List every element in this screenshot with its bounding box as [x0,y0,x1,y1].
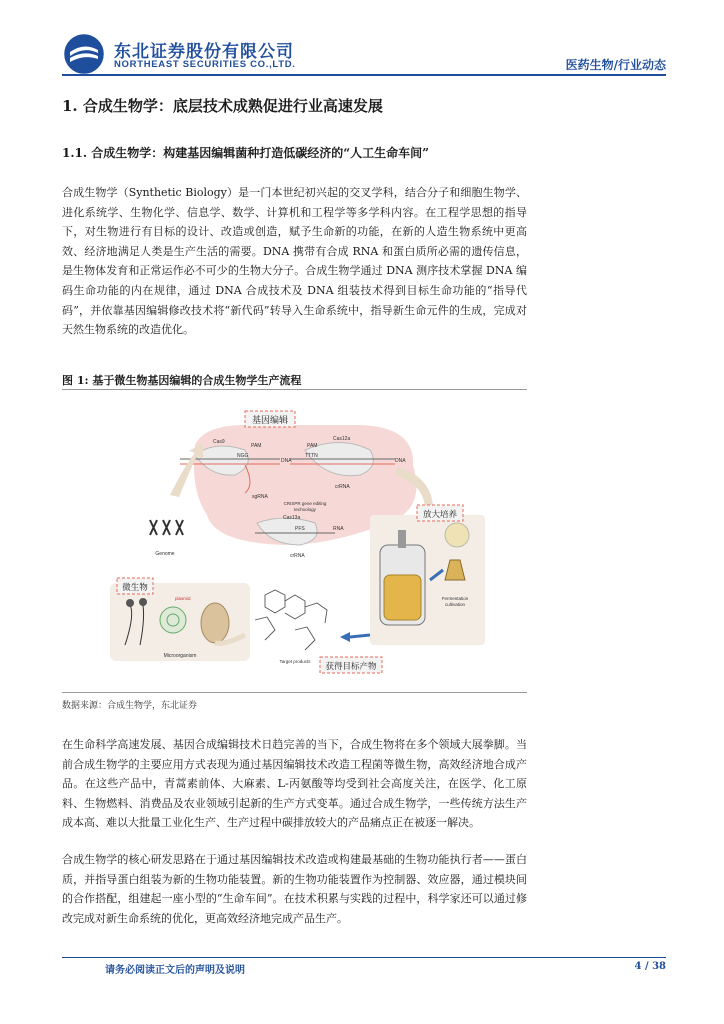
ngg-label: NGG [237,453,249,459]
subsection-heading: 1.1. 合成生物学：构建基因编辑菌种打造低碳经济的“人工生命车间” [62,146,430,160]
page-number: 4 / 38 [634,961,666,972]
plasmid-label: plasmid [175,596,191,601]
target-label: 获得目标产物 [325,662,377,672]
microbe-label: 微生物 [122,583,148,593]
body-paragraph-1: 合成生物学（Synthetic Biology）是一门本世纪初兴起的交叉学科，结合分子和细胞生物学、进化系统学、生物化学、信息学、数学、计算机和工程学等多学科内容。在工程学思想的指导下，对生物进行有目标的设计、改造或创造，赋予生命新的功能，在新的人造生物系统中更高效、经济地满足人类是生产生活的需要。DNA 携带有合成 RNA 和蛋白质所必需的遗传信息，是生物体发育和正常运作必不可少的生物大分子。合成生物学通过 DNA 测序技术掌握 DNA 编码生命功能的内在规律，通过 DNA 合成技术及 DNA 组装技术得到目标生命功能的“指导代码”，并依靠基因编辑修改技术将“新代码”转导入生命系统中，指导新生命元件的生成，完成对天然生物系统的改造优化。 [62,186,527,337]
target-products-illustration [255,590,327,650]
synthetic-biology-flow-figure [95,395,495,687]
pam-label-1: PAM [251,443,262,449]
dna-label-2: DNA [395,458,406,464]
microorganism-label: Microorganism [163,653,197,659]
header-divider [62,74,666,76]
footer-divider [62,957,666,958]
company-name-en: NORTHEAST SECURITIES CO.,LTD. [114,59,296,70]
crrna-label-2: crRNA [290,553,305,559]
crispr-caption-2: technology [294,507,316,512]
arrow-to-target [350,635,370,637]
report-category: 医药生物/行业动态 [565,58,666,72]
company-name-cn: 东北证券股份有限公司 [114,42,294,62]
dna-label-1: DNA [281,458,292,464]
fermentation-label-2: cultivation [444,602,466,607]
tttn-label: TTTN [305,453,318,459]
crrna-label-1: crRNA [335,484,350,490]
cas13a-label: Cas13a [283,515,301,521]
target-products-label: Target products [279,659,311,664]
scale-up-label: 放大培养 [422,510,458,520]
genome-illustration [150,520,183,557]
figure-top-rule [62,389,527,390]
fermentation-label-1: Fermentation [441,596,469,601]
figure-bottom-rule [62,692,527,693]
figure-title: 图 1: 基于微生物基因编辑的合成生物学生产流程 [62,374,302,387]
body-paragraph-3: 合成生物学的核心研发思路在于通过基因编辑技术改造或构建最基础的生物功能执行者——蛋白质，并指导蛋白组装为新的生物功能装置。新的生物功能装置作为控制器、效应器，通过模块间的合作搭配，组建起一座小型的“生命车间”。在技术积累与实践的过程中，科学家还可以通过修改完成对新生命系统的优化，更高效经济地完成产品生产。 [62,853,527,925]
footer-disclaimer: 请务必阅读正文后的声明及说明 [105,965,245,976]
crispr-caption-1: CRISPR gene editing [283,501,327,506]
gene-edit-label: 基因编辑 [251,416,289,426]
section-heading: 1. 合成生物学：底层技术成熟促进行业高速发展 [62,97,383,115]
cas12a-label: Cas12a [333,436,351,442]
company-logo-icon [64,34,104,74]
pfs-label: PFS [295,526,305,532]
cas9-label: Cas9 [213,439,225,445]
body-paragraph-2: 在生命科学高速发展、基因合成编辑技术日趋完善的当下，合成生物将在多个领域大展拳脚。当前合成生物学的主要应用方式表现为通过基因编辑技术改造工程菌等微生物，高效经济地合成产品。在这些产品中，青蒿素前体、大麻素、L-丙氨酸等均受到社会高度关注，在医学、化工原料、生物燃料、消费品及农业领域引起新的生产方式变革。通过合成生物学，一些传统方法生产成本高、难以大批量工业化生产、生产过程中碳排放较大的产品痛点正在被逐一解决。 [62,738,527,830]
sgrna-label: sgRNA [252,494,268,500]
genome-label: Genome [155,551,175,557]
rna-label: RNA [333,526,344,532]
figure-source: 数据来源：合成生物学，东北证券 [62,701,198,711]
pam-label-2: PAM [307,443,318,449]
